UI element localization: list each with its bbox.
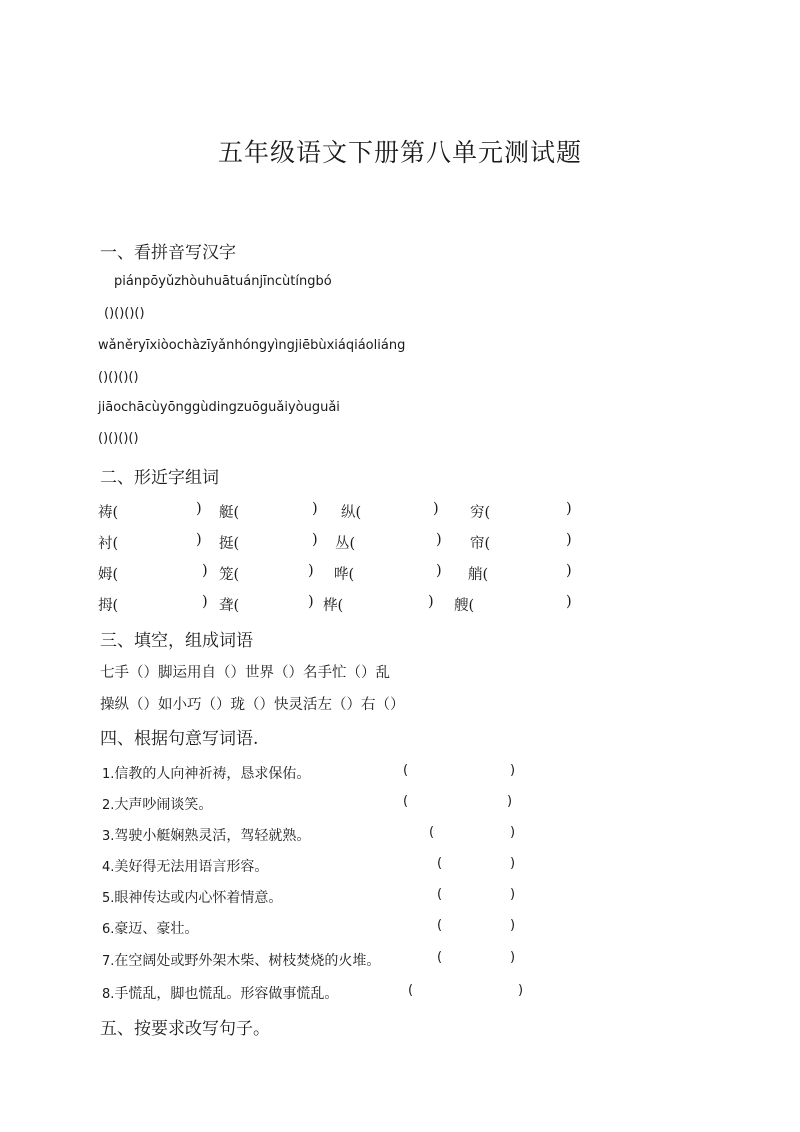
section1-heading: 一、看拼音写汉字: [100, 243, 236, 263]
word-close: ): [566, 563, 572, 579]
word-close: ): [566, 532, 572, 548]
word-item: 挺(: [219, 536, 240, 552]
pinyin-line-1: piánpōyǔzhòuhuātuánjīncùtíngbó: [114, 274, 332, 289]
word-close: ): [196, 501, 202, 517]
word-close: ): [196, 532, 202, 548]
word-close: ): [566, 501, 572, 517]
page-title: 五年级语文下册第八单元测试题: [217, 138, 582, 167]
question-item: 6.豪迈、豪壮。: [102, 921, 199, 937]
word-close: ): [436, 532, 442, 548]
answer-close: ): [510, 856, 516, 871]
answer-open: (: [403, 794, 409, 809]
word-item: 艘(: [454, 598, 475, 614]
answer-close: ): [510, 887, 516, 902]
blank-line-2: ()()()(): [98, 370, 139, 385]
word-item: 聋(: [219, 598, 240, 614]
answer-close: ): [510, 950, 516, 965]
pinyin-line-3: jiāochācùyōnggùdingzuōguǎiyòuguǎi: [98, 400, 340, 415]
word-close: ): [202, 563, 208, 579]
section3-heading: 三、填空，组成词语: [100, 631, 253, 651]
blank-line-1: ()()()(): [104, 306, 145, 321]
answer-close: ): [510, 763, 516, 778]
pinyin-line-2: wǎněryīxiòochàzīyǎnhóngyìngjiēbùxiáqiáoliáng: [98, 338, 406, 353]
question-item: 5.眼神传达或内心怀着情意。: [102, 890, 283, 906]
word-close: ): [433, 501, 439, 517]
word-close: ): [308, 563, 314, 579]
word-item: 拇(: [98, 598, 119, 614]
word-close: ): [312, 501, 318, 517]
word-item: 帘(: [470, 536, 491, 552]
word-close: ): [202, 594, 208, 610]
word-close: ): [308, 594, 314, 610]
answer-open: (: [437, 856, 443, 871]
blank-line-3: ()()()(): [98, 431, 139, 446]
answer-open: (: [437, 918, 443, 933]
word-item: 哗(: [334, 567, 355, 583]
word-close: ): [436, 563, 442, 579]
word-close: ): [566, 594, 572, 610]
fill-line-2: 操纵（）如小巧（）珑（）快灵活左（）右（）: [100, 697, 405, 713]
question-item: 8.手慌乱，脚也慌乱。形容做事慌乱。: [102, 986, 339, 1002]
fill-line-1: 七手（）脚运用自（）世界（）名手忙（）乱: [100, 665, 390, 681]
word-close: ): [312, 532, 318, 548]
word-close: ): [428, 594, 434, 610]
answer-open: (: [429, 825, 435, 840]
word-item: 艇(: [219, 505, 240, 521]
section2-heading: 二、形近字组词: [100, 468, 219, 488]
answer-open: (: [437, 950, 443, 965]
answer-open: (: [437, 887, 443, 902]
word-item: 艄(: [468, 567, 489, 583]
question-item: 7.在空阔处或野外架木柴、树枝焚烧的火堆。: [102, 953, 381, 969]
word-item: 衬(: [98, 536, 119, 552]
word-item: 纵(: [341, 505, 362, 521]
word-item: 桦(: [323, 598, 344, 614]
question-item: 1.信教的人向神祈祷，恳求保佑。: [102, 766, 311, 782]
question-item: 2.大声吵闹谈笑。: [102, 797, 213, 813]
answer-open: (: [408, 983, 414, 998]
word-item: 笼(: [219, 567, 240, 583]
word-item: 穷(: [470, 505, 491, 521]
question-item: 3.驾驶小艇娴熟灵活，驾轻就熟。: [102, 828, 311, 844]
answer-open: (: [403, 763, 409, 778]
answer-close: ): [510, 918, 516, 933]
word-item: 祷(: [98, 505, 119, 521]
answer-close: ): [510, 825, 516, 840]
word-item: 姆(: [98, 567, 119, 583]
section5-heading: 五、按要求改写句子。: [100, 1019, 270, 1039]
answer-close: ): [518, 983, 524, 998]
word-item: 丛(: [335, 536, 356, 552]
question-item: 4.美好得无法用语言形容。: [102, 859, 269, 875]
answer-close: ): [507, 794, 513, 809]
section4-heading: 四、根据句意写词语.: [100, 729, 259, 749]
